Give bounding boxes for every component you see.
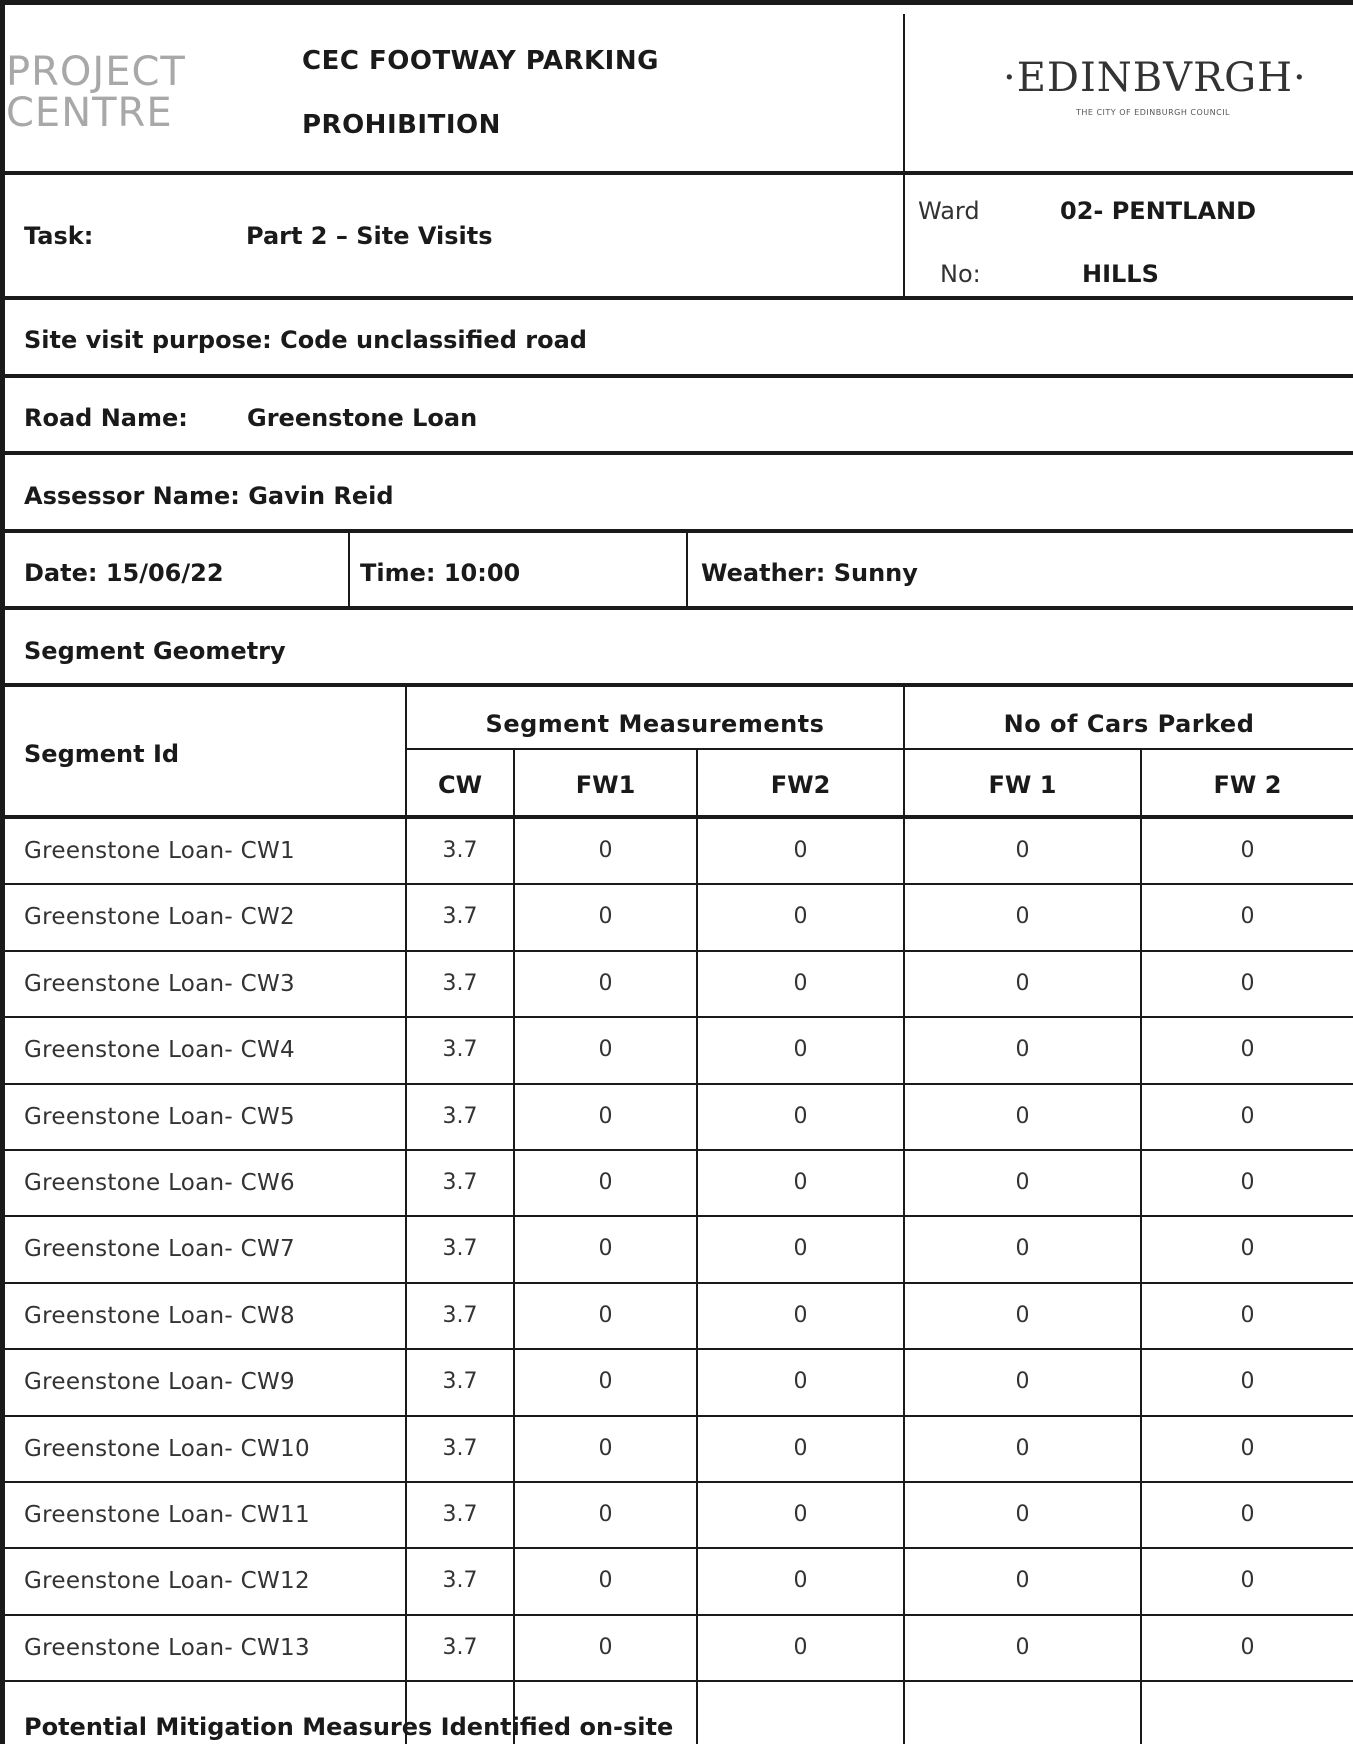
- fw2-cell: 0: [793, 970, 808, 996]
- cars-fw2-cell: 0: [1240, 1435, 1255, 1461]
- divider: [0, 815, 1353, 819]
- cars-fw2-cell: 0: [1240, 1302, 1255, 1328]
- cars-fw1-cell: 0: [1015, 1103, 1030, 1129]
- divider: [0, 1547, 1353, 1549]
- col-header-cars-fw2: FW 2: [1213, 771, 1282, 799]
- divider: [0, 683, 1353, 687]
- cars-fw2-cell: 0: [1240, 838, 1255, 863]
- cars-fw1-cell: 0: [1015, 1302, 1030, 1328]
- divider: [0, 1680, 1353, 1682]
- segment-id-cell: Greenstone Loan- CW8: [24, 1302, 295, 1329]
- time: Time: 10:00: [360, 559, 521, 587]
- divider: [0, 606, 1353, 610]
- cars-fw1-cell: 0: [1015, 1236, 1030, 1262]
- cw-cell: 3.7: [442, 1302, 478, 1328]
- segment-id-cell: Greenstone Loan- CW4: [24, 1037, 295, 1064]
- fw1-cell: 0: [598, 1634, 613, 1660]
- cars-fw2-cell: 0: [1240, 1568, 1255, 1594]
- segment-id-cell: Greenstone Loan- CW11: [24, 1502, 310, 1528]
- segment-id-cell: Greenstone Loan- CW1: [24, 838, 295, 864]
- fw1-cell: 0: [598, 904, 613, 930]
- edinburgh-logo-subtitle: THE CITY OF EDINBURGH COUNCIL: [1075, 108, 1231, 117]
- fw2-cell: 0: [793, 1502, 808, 1527]
- cw-cell: 3.7: [442, 1502, 478, 1527]
- segment-id-cell: Greenstone Loan- CW9: [24, 1369, 295, 1396]
- fw1-cell: 0: [598, 1435, 613, 1461]
- divider: [903, 14, 905, 298]
- cars-fw2-cell: 0: [1240, 1103, 1255, 1129]
- divider: [0, 1481, 1353, 1483]
- segment-id-cell: Greenstone Loan- CW7: [24, 1236, 295, 1263]
- cars-fw1-cell: 0: [1015, 1435, 1030, 1461]
- weather: Weather: Sunny: [701, 559, 918, 587]
- divider: [0, 529, 1353, 533]
- segment-id-cell: Greenstone Loan- CW12: [24, 1568, 310, 1595]
- segment-id-cell: Greenstone Loan- CW13: [24, 1634, 310, 1661]
- segment-id-cell: Greenstone Loan- CW6: [24, 1170, 295, 1196]
- segment-id-cell: Greenstone Loan- CW10: [24, 1435, 310, 1462]
- ward-value-1: 02- PENTLAND: [1060, 197, 1257, 225]
- fw1-cell: 0: [598, 1502, 613, 1527]
- cars-fw2-cell: 0: [1240, 1037, 1255, 1063]
- segment-id-header: Segment Id: [24, 740, 180, 768]
- divider: [0, 1415, 1353, 1417]
- fw1-cell: 0: [598, 1236, 613, 1262]
- cw-cell: 3.7: [442, 1037, 478, 1063]
- cw-cell: 3.7: [442, 1634, 478, 1660]
- divider: [0, 1614, 1353, 1616]
- title-line2: PROHIBITION: [302, 110, 501, 140]
- segment-id-cell: Greenstone Loan- CW5: [24, 1103, 295, 1130]
- col-header-fw1: FW1: [575, 771, 636, 799]
- fw2-cell: 0: [793, 838, 808, 863]
- cars-fw1-cell: 0: [1015, 1502, 1030, 1527]
- site-visit-purpose: Site visit purpose: Code unclassified road: [24, 326, 587, 354]
- fw2-cell: 0: [793, 1236, 808, 1262]
- cw-cell: 3.7: [442, 1236, 478, 1262]
- cars-fw1-cell: 0: [1015, 1037, 1030, 1063]
- fw2-cell: 0: [793, 904, 808, 930]
- cars-fw1-cell: 0: [1015, 970, 1030, 996]
- cars-fw1-cell: 0: [1015, 1634, 1030, 1660]
- cars-fw2-cell: 0: [1240, 970, 1255, 996]
- fw1-cell: 0: [598, 970, 613, 996]
- ward-label-1: Ward: [918, 197, 980, 225]
- cars-fw1-cell: 0: [1015, 1568, 1030, 1594]
- divider: [686, 531, 688, 607]
- cars-fw1-cell: 0: [1015, 904, 1030, 930]
- col-header-cw: CW: [437, 771, 483, 799]
- mitigation-heading: Potential Mitigation Measures Identified on-site: [24, 1713, 674, 1741]
- col-header-fw2: FW2: [770, 771, 831, 799]
- cw-cell: 3.7: [442, 1369, 478, 1395]
- divider: [0, 296, 1353, 300]
- divider: [0, 1282, 1353, 1284]
- segment-geometry-heading: Segment Geometry: [24, 637, 286, 665]
- fw2-cell: 0: [793, 1170, 808, 1195]
- divider: [0, 883, 1353, 885]
- segment-id-cell: Greenstone Loan- CW3: [24, 970, 295, 997]
- cars-fw2-cell: 0: [1240, 1369, 1255, 1395]
- cw-cell: 3.7: [442, 904, 478, 930]
- segment-id-cell: Greenstone Loan- CW2: [24, 904, 295, 931]
- divider: [407, 748, 1353, 750]
- cars-fw2-cell: 0: [1240, 1170, 1255, 1195]
- cars-fw1-cell: 0: [1015, 1369, 1030, 1395]
- edinburgh-logo: ·EDINBVRGH·: [1003, 55, 1307, 101]
- divider: [0, 171, 1353, 175]
- cars-fw2-cell: 0: [1240, 904, 1255, 930]
- fw1-cell: 0: [598, 1369, 613, 1395]
- cars-fw2-cell: 0: [1240, 1634, 1255, 1660]
- divider: [0, 1083, 1353, 1085]
- divider: [0, 374, 1353, 378]
- ward-label-2: No:: [940, 260, 981, 288]
- fw2-cell: 0: [793, 1634, 808, 1660]
- fw2-cell: 0: [793, 1568, 808, 1594]
- fw2-cell: 0: [793, 1302, 808, 1328]
- fw1-cell: 0: [598, 1037, 613, 1063]
- date: Date: 15/06/22: [24, 559, 224, 587]
- measurements-header: Segment Measurements: [485, 710, 825, 738]
- fw1-cell: 0: [598, 838, 613, 863]
- fw2-cell: 0: [793, 1435, 808, 1461]
- cw-cell: 3.7: [442, 1568, 478, 1594]
- divider: [348, 531, 350, 607]
- cw-cell: 3.7: [442, 970, 478, 996]
- project-logo-line1: PROJECT: [6, 49, 186, 95]
- cars-fw2-cell: 0: [1240, 1502, 1255, 1527]
- fw1-cell: 0: [598, 1302, 613, 1328]
- task-label: Task:: [24, 222, 94, 250]
- fw2-cell: 0: [793, 1369, 808, 1395]
- divider: [0, 1149, 1353, 1151]
- cw-cell: 3.7: [442, 1103, 478, 1129]
- divider: [0, 950, 1353, 952]
- divider: [0, 1215, 1353, 1217]
- road-name-value: Greenstone Loan: [247, 404, 478, 432]
- cars-fw1-cell: 0: [1015, 838, 1030, 863]
- task-value: Part 2 – Site Visits: [246, 222, 493, 250]
- cars-fw1-cell: 0: [1015, 1170, 1030, 1195]
- cars-parked-header: No of Cars Parked: [1003, 710, 1255, 738]
- road-name-label: Road Name:: [24, 404, 188, 432]
- ward-value-2: HILLS: [1082, 260, 1159, 288]
- cars-fw2-cell: 0: [1240, 1236, 1255, 1262]
- fw1-cell: 0: [598, 1103, 613, 1129]
- divider: [0, 1348, 1353, 1350]
- cw-cell: 3.7: [442, 1170, 478, 1195]
- cw-cell: 3.7: [442, 838, 478, 863]
- divider: [0, 1016, 1353, 1018]
- fw2-cell: 0: [793, 1037, 808, 1063]
- project-centre-logo: [6, 49, 186, 136]
- col-header-cars-fw1: FW 1: [988, 771, 1057, 799]
- divider: [0, 451, 1353, 455]
- fw2-cell: 0: [793, 1103, 808, 1129]
- project-logo-line2: CENTRE: [6, 90, 173, 136]
- assessor-name: Assessor Name: Gavin Reid: [24, 482, 394, 510]
- title-line1: CEC FOOTWAY PARKING: [302, 46, 659, 76]
- cw-cell: 3.7: [442, 1435, 478, 1461]
- fw1-cell: 0: [598, 1568, 613, 1594]
- fw1-cell: 0: [598, 1170, 613, 1195]
